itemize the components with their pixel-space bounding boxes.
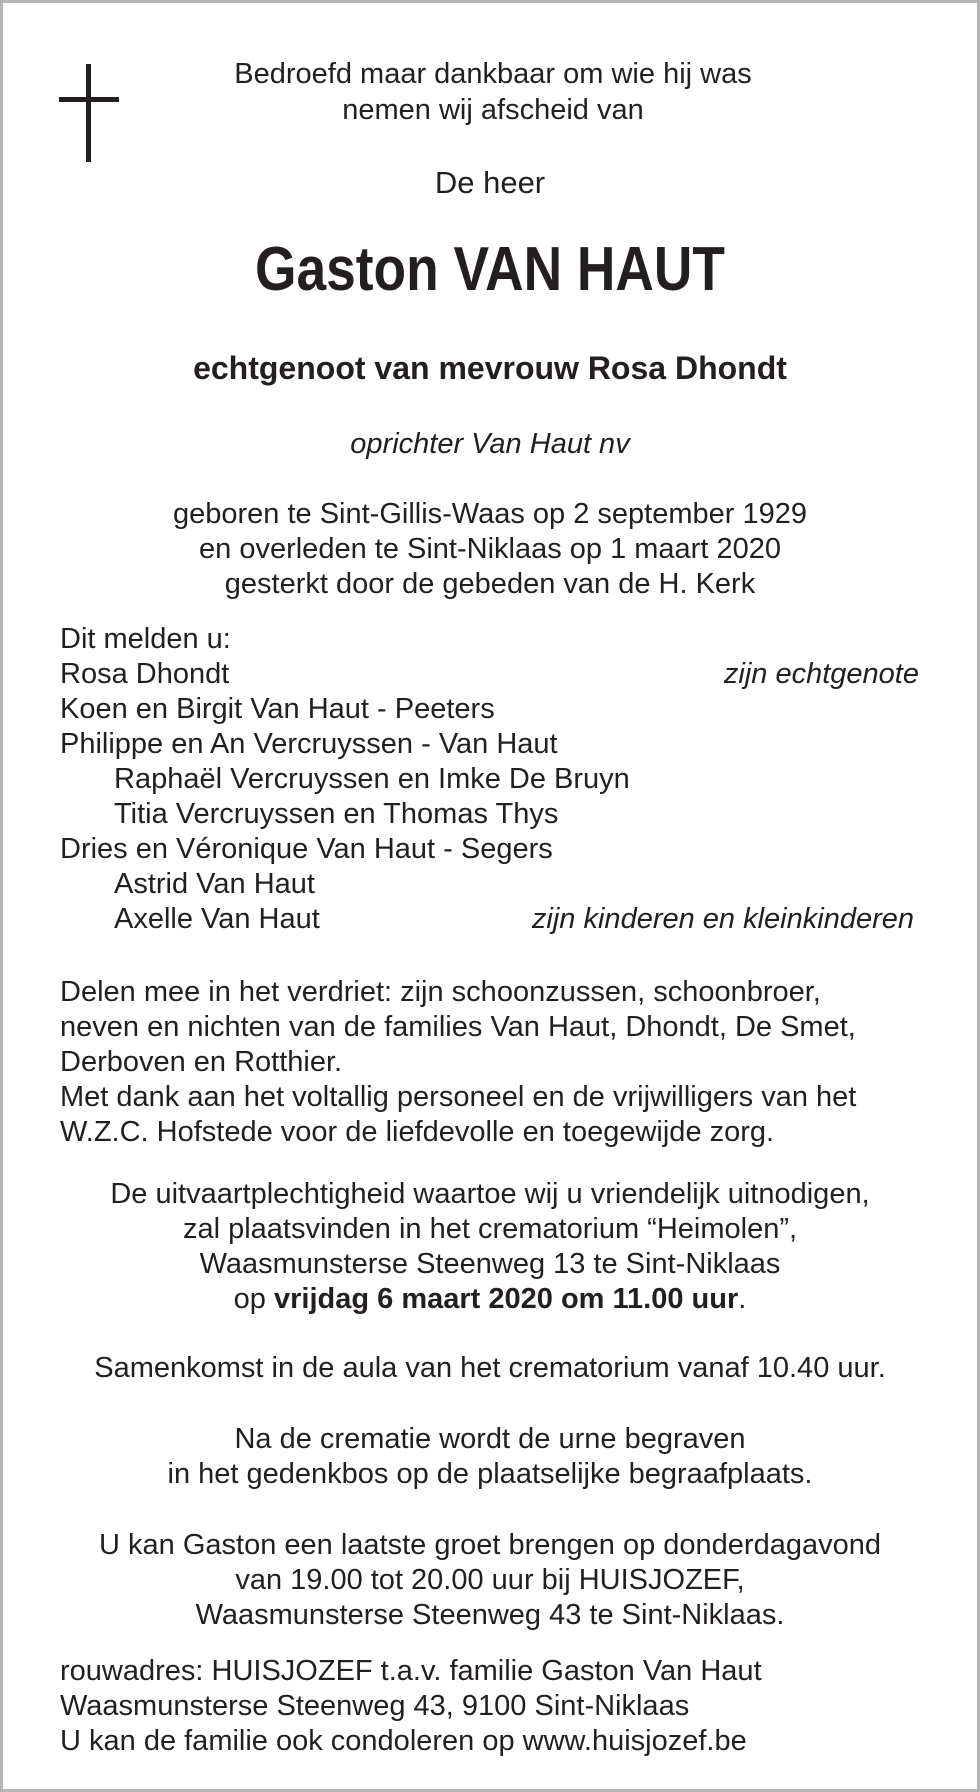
deceased-name: Gaston VAN HAUT <box>254 235 726 304</box>
ceremony-line: De uitvaartplechtigheid waartoe wij u vriendelijk uitnodigen, <box>110 1178 870 1210</box>
intro-line-1: Bedroefd maar dankbaar om wie hij was <box>234 58 752 90</box>
address-line: Waasmunsterse Steenweg 43, 9100 Sint-Niklaas <box>60 1690 690 1722</box>
family-row: Rosa Dhondt <box>60 658 230 690</box>
sharing-line: Derboven en Rotthier. <box>60 1046 343 1078</box>
ceremony-date-suffix: . <box>738 1283 747 1315</box>
role-line: oprichter Van Haut nv <box>350 428 630 460</box>
church-line: gesterkt door de gebeden van de H. Kerk <box>224 568 756 600</box>
family-row: Philippe en An Vercruyssen - Van Haut <box>60 728 558 760</box>
intro-line-2: nemen wij afscheid van <box>342 94 644 126</box>
family-row: Titia Vercruyssen en Thomas Thys <box>114 798 559 830</box>
burial-line: in het gedenkbos op de plaatselijke begraafplaats. <box>167 1458 813 1490</box>
burial-line: Na de crematie wordt de urne begraven <box>234 1423 746 1455</box>
sharing-line: Delen mee in het verdriet: zijn schoonzussen, schoonbroer, <box>60 976 821 1008</box>
visit-line: U kan Gaston een laatste groet brengen op donderdagavond <box>99 1529 881 1561</box>
family-relation: zijn kinderen en kleinkinderen <box>531 903 914 935</box>
family-row: Astrid Van Haut <box>114 868 315 900</box>
sharing-line: neven en nichten van de families Van Haut, Dhondt, De Smet, <box>60 1011 856 1043</box>
family-row: Raphaël Vercruyssen en Imke De Bruyn <box>114 763 630 795</box>
family-relation: zijn echtgenote <box>723 658 919 690</box>
thanks-line: Met dank aan het voltallig personeel en de vrijwilligers van het <box>60 1081 857 1113</box>
spouse-line: echtgenoot van mevrouw Rosa Dhondt <box>193 350 787 386</box>
cross-icon <box>59 64 119 162</box>
family-row: Koen en Birgit Van Haut - Peeters <box>60 693 495 725</box>
address-line: rouwadres: HUISJOZEF t.a.v. familie Gaston Van Haut <box>60 1655 762 1687</box>
ceremony-line: zal plaatsvinden in het crematorium “Heimolen”, <box>182 1213 798 1245</box>
death-line: en overleden te Sint-Niklaas op 1 maart 2020 <box>199 533 781 565</box>
family-heading: Dit melden u: <box>60 623 231 655</box>
ceremony-date: vrijdag 6 maart 2020 om 11.00 uur <box>274 1283 739 1315</box>
ceremony-date-prefix: op <box>233 1283 274 1315</box>
family-row: Dries en Véronique Van Haut - Segers <box>60 833 553 865</box>
visit-line: Waasmunsterse Steenweg 43 te Sint-Niklaas. <box>195 1599 785 1631</box>
gathering-line: Samenkomst in de aula van het crematorium vanaf 10.40 uur. <box>94 1352 886 1384</box>
salutation: De heer <box>434 165 546 200</box>
ceremony-date-line <box>3 1282 977 1317</box>
ceremony-line: Waasmunsterse Steenweg 13 te Sint-Niklaas <box>199 1248 781 1280</box>
thanks-line: W.Z.C. Hofstede voor de liefdevolle en toegewijde zorg. <box>60 1116 775 1148</box>
birth-line: geboren te Sint-Gillis-Waas op 2 september 1929 <box>172 498 808 530</box>
visit-line: van 19.00 tot 20.00 uur bij HUISJOZEF, <box>235 1564 745 1596</box>
condolence-line: U kan de familie ook condoleren op www.huisjozef.be <box>60 1725 747 1757</box>
family-row: Axelle Van Haut <box>114 903 320 935</box>
